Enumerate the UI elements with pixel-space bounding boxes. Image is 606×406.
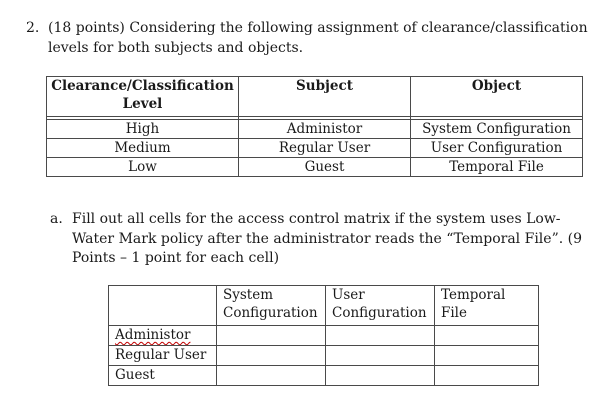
level-cell: Medium — [47, 139, 239, 158]
subject-cell: Regular User — [239, 139, 411, 158]
part-a-text-line-3: Points – 1 point for each cell) — [72, 250, 280, 266]
matrix-entry-cell[interactable] — [217, 326, 326, 346]
matrix-entry-cell[interactable] — [217, 346, 326, 366]
matrix-row — [109, 366, 539, 386]
matrix-entry-cell[interactable] — [435, 366, 539, 386]
level-cell: Low — [47, 158, 239, 177]
matrix-subject-cell: Administor — [109, 326, 217, 346]
object-cell: System Configuration — [411, 120, 583, 139]
subject-cell: Administor — [239, 120, 411, 139]
matrix-row — [109, 346, 539, 366]
part-a-text-line-1: Fill out all cells for the access control matrix if the system uses Low- — [72, 211, 561, 227]
question-text-line-2: levels for both subjects and objects. — [48, 40, 304, 56]
header-subject: Subject — [239, 77, 411, 117]
level-cell: High — [47, 120, 239, 139]
matrix-entry-cell[interactable] — [326, 346, 435, 366]
matrix-row — [109, 326, 539, 346]
matrix-entry-cell[interactable] — [435, 326, 539, 346]
clearance-classification-table — [46, 76, 583, 177]
matrix-header-row — [109, 286, 539, 326]
access-control-matrix — [108, 285, 539, 386]
subject-cell: Guest — [239, 158, 411, 177]
matrix-header-temporal-file: Temporal File — [435, 286, 539, 326]
table-row — [47, 139, 583, 158]
table-header-row — [47, 77, 583, 117]
matrix-corner-cell — [109, 286, 217, 326]
matrix-entry-cell[interactable] — [217, 366, 326, 386]
question-text-line-1: (18 points) Considering the following assignment of clearance/classification — [48, 20, 588, 36]
matrix-entry-cell[interactable] — [326, 326, 435, 346]
header-level: Clearance/Classification Level — [47, 77, 239, 117]
question-number: 2. — [26, 20, 40, 36]
part-a-label: a. — [50, 211, 63, 227]
matrix-header-system-configuration: System Configuration — [217, 286, 326, 326]
object-cell: User Configuration — [411, 139, 583, 158]
matrix-entry-cell[interactable] — [326, 366, 435, 386]
matrix-header-user-configuration: User Configuration — [326, 286, 435, 326]
table-row — [47, 158, 583, 177]
matrix-subject-cell: Regular User — [109, 346, 217, 366]
part-a-text-line-2: Water Mark policy after the administrator reads the “Temporal File”. (9 — [72, 231, 582, 247]
matrix-subject-cell: Guest — [109, 366, 217, 386]
table-row — [47, 120, 583, 139]
header-object: Object — [411, 77, 583, 117]
matrix-entry-cell[interactable] — [435, 346, 539, 366]
object-cell: Temporal File — [411, 158, 583, 177]
